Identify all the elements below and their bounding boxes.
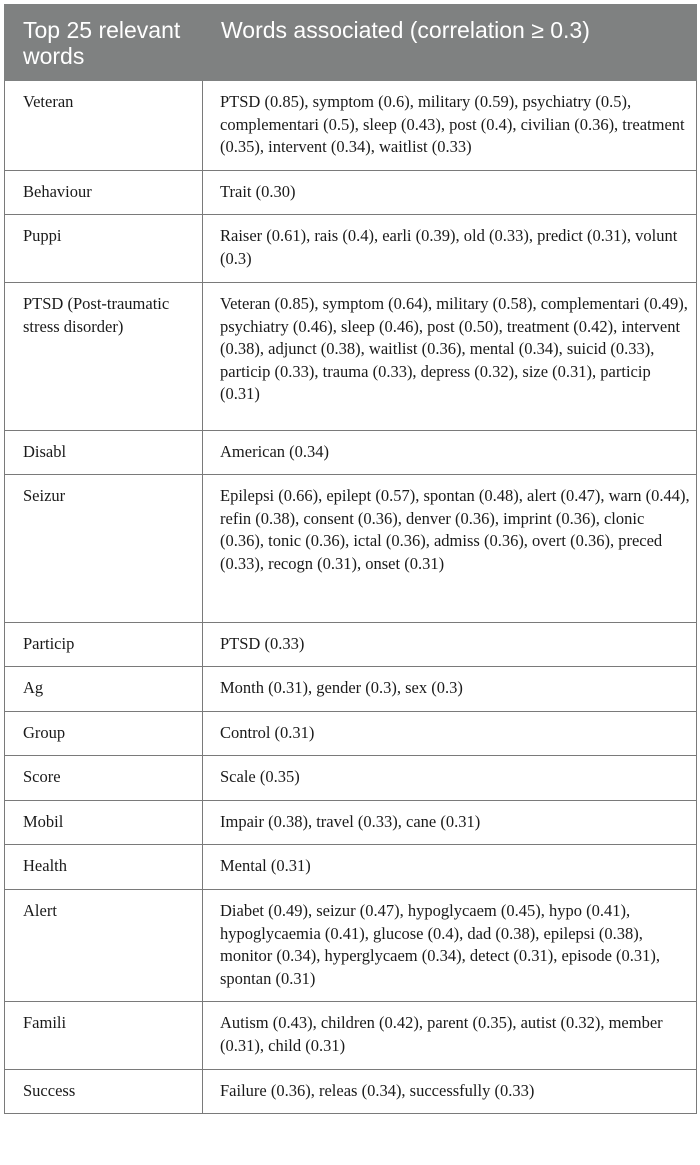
table-row	[5, 475, 697, 623]
row-associated-words: Raiser (0.61), rais (0.4), earli (0.39), old (0.33), predict (0.31), volunt (0.3)	[203, 215, 697, 283]
row-associated-words: PTSD (0.85), symptom (0.6), military (0.59), psychiatry (0.5), complementari (0.5), sleep (0.43), post (0.4), civilian (0.36), treatment (0.35), intervent (0.34), waitlist (0.33)	[203, 81, 697, 171]
row-word: Success	[5, 1070, 203, 1114]
table-row	[5, 667, 697, 712]
row-associated-words: Veteran (0.85), symptom (0.64), military (0.58), complementari (0.49), psychiatry (0.46), sleep (0.46), post (0.50), treatment (0.42), intervent (0.38), adjunct (0.38), waitlist (0.36), mental (0.34), suicid (0.33), particip (0.33), trauma (0.33), depress (0.32), size (0.31), particip (0.31)	[203, 283, 697, 431]
row-word: Particip	[5, 623, 203, 667]
row-word: Score	[5, 756, 203, 801]
row-associated-words: Failure (0.36), releas (0.34), successfully (0.33)	[203, 1070, 697, 1114]
table-row	[5, 1002, 697, 1070]
row-word: Veteran	[5, 81, 203, 171]
row-associated-words: Month (0.31), gender (0.3), sex (0.3)	[203, 667, 697, 712]
row-associated-words: Trait (0.30)	[203, 171, 697, 215]
row-associated-words: Scale (0.35)	[203, 756, 697, 801]
row-word: Seizur	[5, 475, 203, 623]
header-top-words: Top 25 relevant words	[5, 5, 203, 81]
table-row	[5, 171, 697, 215]
table-row	[5, 81, 697, 171]
row-word: PTSD (Post-traumatic stress disorder)	[5, 283, 203, 431]
table-row	[5, 756, 697, 801]
row-word: Mobil	[5, 801, 203, 845]
row-word: Health	[5, 845, 203, 890]
row-associated-words: Impair (0.38), travel (0.33), cane (0.31)	[203, 801, 697, 845]
row-associated-words: Epilepsi (0.66), epilept (0.57), spontan (0.48), alert (0.47), warn (0.44), refin (0.38), consent (0.36), denver (0.36), imprint (0.36), clonic (0.36), tonic (0.36), ictal (0.36), admiss (0.36), overt (0.36), preced (0.33), recogn (0.31), onset (0.31)	[203, 475, 697, 623]
table-row	[5, 283, 697, 431]
table-header-row	[5, 5, 697, 81]
word-association-table	[4, 4, 697, 1114]
row-word: Ag	[5, 667, 203, 712]
row-word: Disabl	[5, 431, 203, 475]
table-row	[5, 845, 697, 890]
header-words-associated: Words associated (correlation ≥ 0.3)	[203, 5, 697, 81]
row-associated-words: Autism (0.43), children (0.42), parent (0.35), autist (0.32), member (0.31), child (0.31)	[203, 1002, 697, 1070]
table-row	[5, 623, 697, 667]
row-word: Alert	[5, 890, 203, 1002]
row-associated-words: PTSD (0.33)	[203, 623, 697, 667]
row-word: Puppi	[5, 215, 203, 283]
table-row	[5, 1070, 697, 1114]
table-row	[5, 712, 697, 756]
table-row	[5, 890, 697, 1002]
table-row	[5, 801, 697, 845]
row-associated-words: American (0.34)	[203, 431, 697, 475]
table-row	[5, 431, 697, 475]
row-word: Behaviour	[5, 171, 203, 215]
row-word: Group	[5, 712, 203, 756]
row-word: Famili	[5, 1002, 203, 1070]
row-associated-words: Mental (0.31)	[203, 845, 697, 890]
row-associated-words: Control (0.31)	[203, 712, 697, 756]
row-associated-words: Diabet (0.49), seizur (0.47), hypoglycaem (0.45), hypo (0.41), hypoglycaemia (0.41), glucose (0.4), dad (0.38), epilepsi (0.38), monitor (0.34), hyperglycaem (0.34), detect (0.31), episode (0.31), spontan (0.31)	[203, 890, 697, 1002]
table-row	[5, 215, 697, 283]
